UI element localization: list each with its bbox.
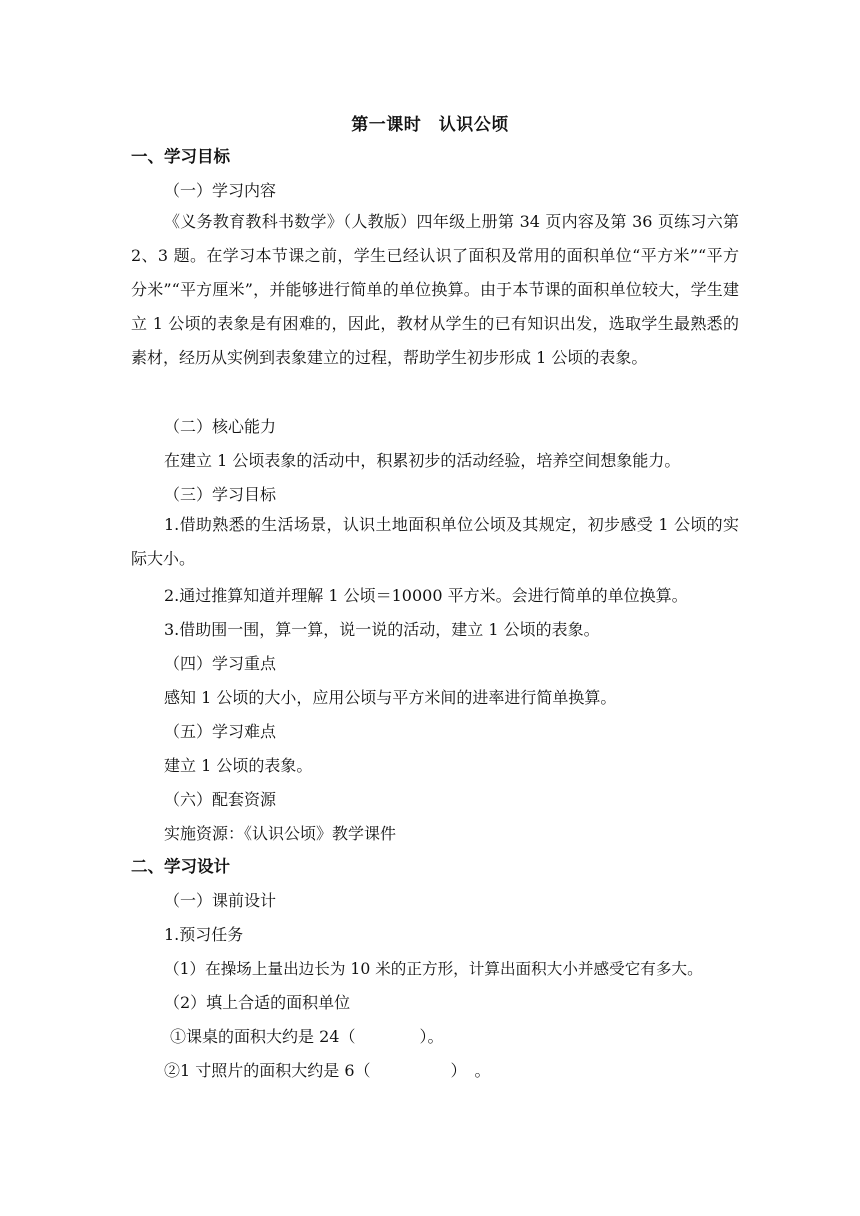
goal-2: 2.通过推算知道并理解 1 公顷＝10000 平方米。会进行简单的单位换算。 (164, 586, 688, 605)
preview-task-2: （2）填上合适的面积单位 (164, 993, 351, 1012)
question-2: ②1 寸照片的面积大约是 6（ ） 。 (164, 1061, 491, 1080)
difficulty-text: 建立 1 公顷的表象。 (164, 756, 313, 775)
section-heading-goals: 一、学习目标 (131, 147, 230, 166)
page-title: 第一课时 认识公顷 (351, 115, 509, 135)
subheading-resources: （六）配套资源 (164, 790, 277, 809)
subheading-key-points: （四）学习重点 (164, 654, 277, 673)
section-heading-design: 二、学习设计 (131, 857, 230, 876)
paragraph-content: 《义务教育教科书数学》（人教版）四年级上册第 34 页内容及第 36 页练习六第 2、3 题。在学习本节课之前，学生已经认识了面积及常用的面积单位“平方米”“平方分米”“平方厘米”，并能够进行简单的单位换算。由于本节课的面积单位较大，学生建立 1 公顷的表象是有困难的，因此，教材从学生的已有知识出发，选取学生最熟悉的素材，经历从实例到表象建立的过程，帮助学生初步形成 1 公顷的表象。 (131, 212, 739, 367)
core-ability-text: 在建立 1 公顷表象的活动中，积累初步的活动经验，培养空间想象能力。 (164, 451, 681, 470)
goal-3: 3.借助围一围，算一算，说一说的活动，建立 1 公顷的表象。 (164, 620, 600, 639)
subheading-difficulty: （五）学习难点 (164, 722, 277, 741)
question-1: ①课桌的面积大约是 24（ ）。 (170, 1027, 444, 1046)
resources-text: 实施资源：《认识公顷》教学课件 (164, 824, 397, 843)
goal-1: 1.借助熟悉的生活场景，认识土地面积单位公顷及其规定，初步感受 1 公顷的实际大小。 (131, 515, 739, 568)
subheading-core-ability: （二）核心能力 (164, 417, 277, 436)
subheading-content: （一）学习内容 (164, 181, 277, 200)
preview-task-1: （1）在操场上量出边长为 10 米的正方形，计算出面积大小并感受它有多大。 (164, 960, 703, 978)
preview-task-heading: 1.预习任务 (164, 925, 244, 944)
subheading-goals: （三）学习目标 (164, 485, 277, 504)
subheading-pre-class: （一）课前设计 (164, 891, 277, 910)
key-points-text: 感知 1 公顷的大小，应用公顷与平方米间的进率进行简单换算。 (164, 688, 617, 707)
